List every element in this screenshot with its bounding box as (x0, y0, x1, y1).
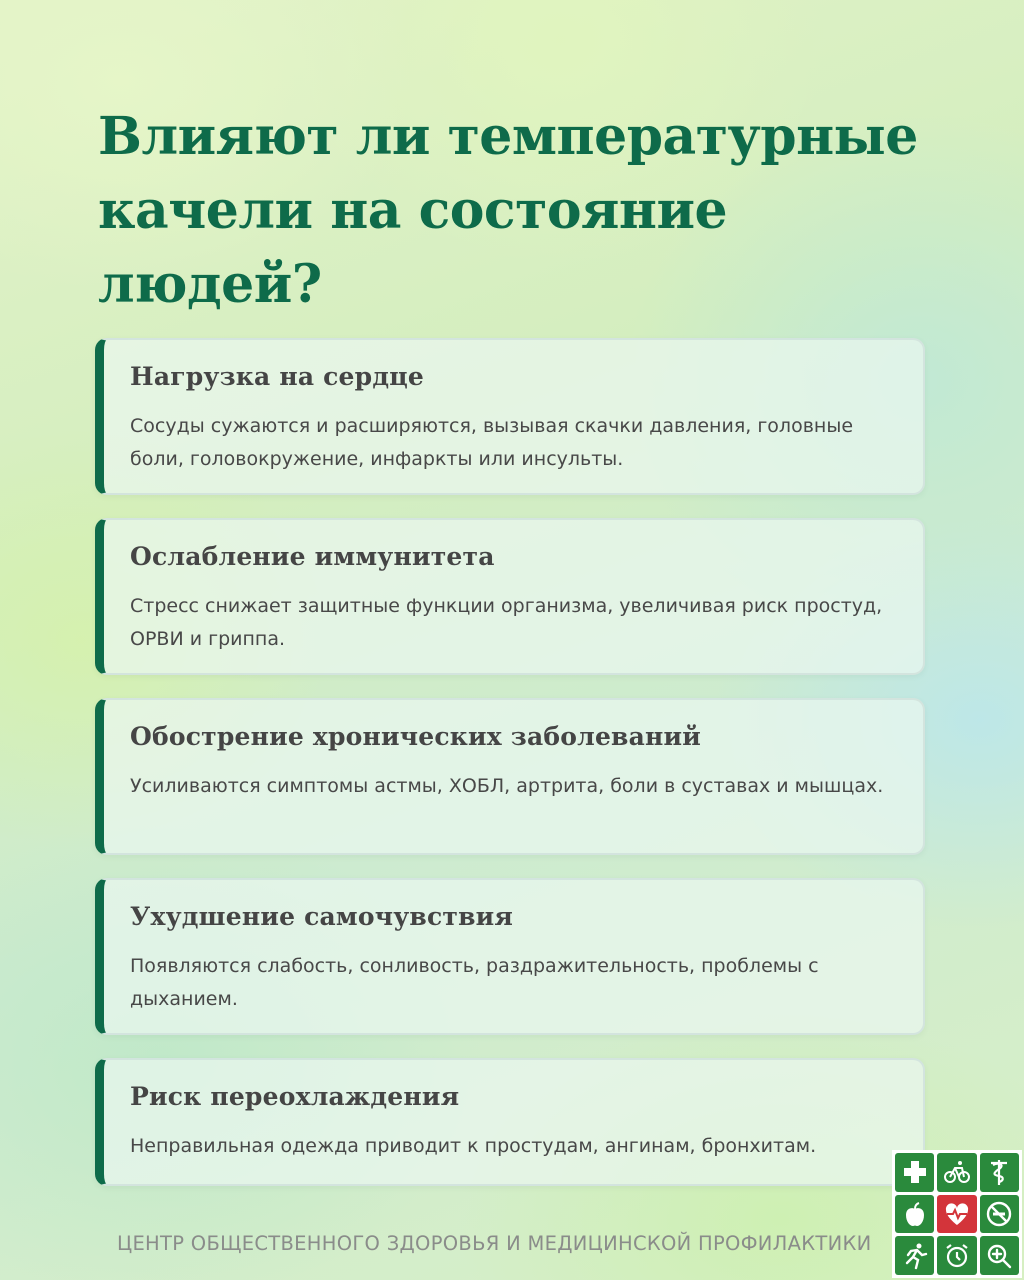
medical-cross-icon (895, 1153, 934, 1192)
card-chronic-diseases (95, 698, 925, 855)
heartbeat-icon (937, 1195, 976, 1234)
card-title: Ослабление иммунитета (130, 542, 495, 571)
card-title: Нагрузка на сердце (130, 362, 424, 391)
card-immunity (95, 518, 925, 675)
medicine-snake-icon (980, 1153, 1019, 1192)
running-person-icon (895, 1236, 934, 1275)
card-text: Появляются слабость, сонливость, раздражительность, проблемы с дыханием. (130, 955, 819, 1010)
card-text: Усиливаются симптомы астмы, ХОБЛ, артрита, боли в суставах и мышцах. (130, 775, 884, 797)
card-text: Стресс снижает защитные функции организма, увеличивая риск простуд, ОРВИ и гриппа. (130, 595, 883, 650)
card-text: Сосуды сужаются и расширяются, вызывая скачки давления, головные боли, головокружение, инфаркты или инсульты. (130, 415, 854, 470)
card-title: Ухудшение самочувствия (130, 902, 514, 931)
card-text: Неправильная одежда приводит к простудам, ангинам, бронхитам. (130, 1135, 817, 1157)
card-hypothermia (95, 1058, 925, 1186)
apple-icon (895, 1195, 934, 1234)
magnifier-plus-icon (980, 1236, 1019, 1275)
bicycle-icon (937, 1153, 976, 1192)
card-wellbeing (95, 878, 925, 1035)
organization-name: ЦЕНТР ОБЩЕСТВЕННОГО ЗДОРОВЬЯ И МЕДИЦИНСКОЙ ПРОФИЛАКТИКИ (117, 1232, 872, 1255)
no-smoking-icon (980, 1195, 1019, 1234)
alarm-clock-icon (937, 1236, 976, 1275)
page-title: Влияют ли температурные качели на состояние людей? (98, 106, 918, 315)
health-center-logo (892, 1150, 1022, 1278)
card-heart-load (95, 338, 925, 495)
card-title: Риск переохлаждения (130, 1082, 460, 1111)
card-title: Обострение хронических заболеваний (130, 722, 701, 751)
